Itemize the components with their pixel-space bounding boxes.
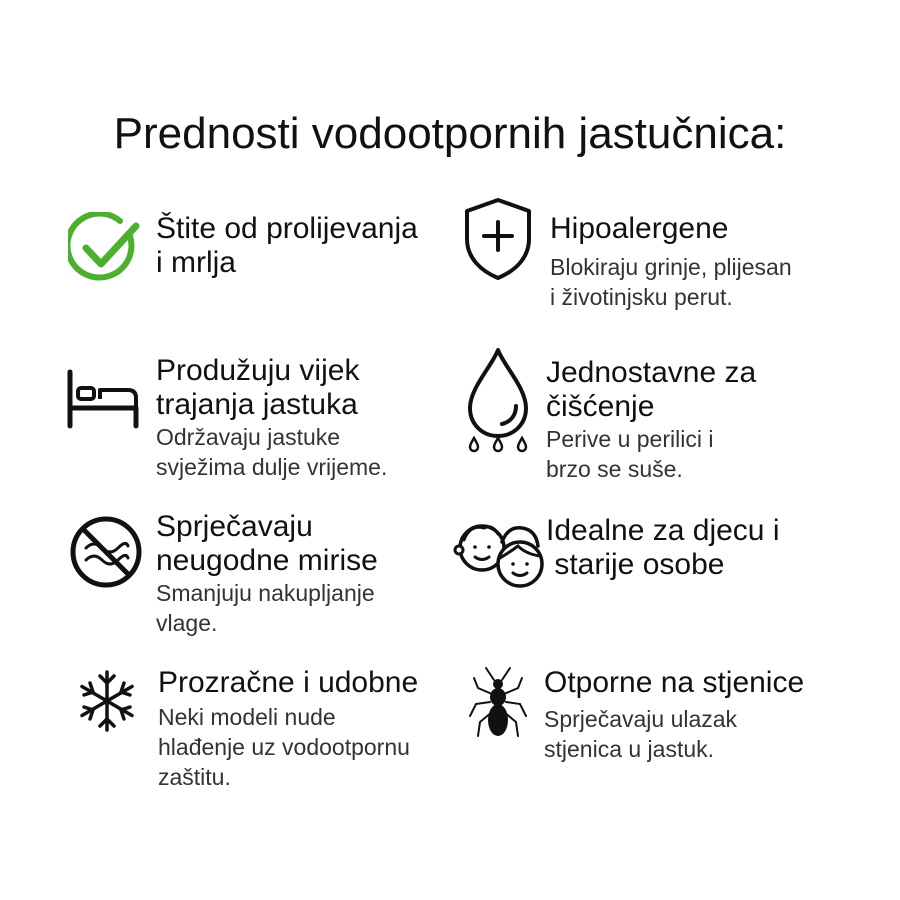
benefit-description: Sprječavaju ulazak xyxy=(544,706,738,732)
benefit-description: brzo se suše. xyxy=(546,456,683,482)
benefit-heading: Produžuju vijek xyxy=(156,354,360,387)
benefit-heading: Štite od prolijevanja xyxy=(156,212,418,245)
benefit-heading: Jednostavne za xyxy=(546,356,757,389)
benefit-heading: Otporne na stjenice xyxy=(544,666,805,699)
benefit-description: zaštitu. xyxy=(158,764,231,790)
page-title: Prednosti vodootpornih jastučnica: xyxy=(113,109,787,158)
benefit-heading: i mrlja xyxy=(156,246,236,279)
benefit-heading: trajanja jastuka xyxy=(156,388,358,421)
benefit-heading: Sprječavaju xyxy=(156,510,313,543)
water-drop-icon xyxy=(462,346,534,456)
benefit-description: i životinjsku perut. xyxy=(550,284,733,310)
benefit-description: Održavaju jastuke xyxy=(156,424,341,450)
benefit-description: Perive u perilici i xyxy=(546,426,714,452)
benefit-heading: Idealne za djecu i xyxy=(546,514,780,547)
benefit-description: Neki modeli nude xyxy=(158,704,336,730)
faces-icon xyxy=(452,514,544,594)
no-odor-icon xyxy=(68,514,144,590)
benefit-description: Blokiraju grinje, plijesan xyxy=(550,254,792,280)
snowflake-icon xyxy=(74,668,140,734)
benefit-heading: starije osobe xyxy=(546,548,725,581)
benefit-heading: čišćenje xyxy=(546,390,655,423)
bed-icon xyxy=(66,368,142,430)
benefit-heading: neugodne mirise xyxy=(156,544,378,577)
shield-plus-icon xyxy=(462,196,534,282)
benefit-description: hlađenje uz vodootpornu xyxy=(158,734,410,760)
benefit-heading: Hipoalergene xyxy=(550,212,729,245)
bedbug-icon xyxy=(468,666,528,742)
benefit-description: vlage. xyxy=(156,610,218,636)
check-icon xyxy=(68,212,142,286)
benefit-description: stjenica u jastuk. xyxy=(544,736,715,762)
benefit-description: Smanjuju nakupljanje xyxy=(156,580,375,606)
benefit-heading: Prozračne i udobne xyxy=(158,666,419,699)
benefit-description: svježima dulje vrijeme. xyxy=(156,454,388,480)
